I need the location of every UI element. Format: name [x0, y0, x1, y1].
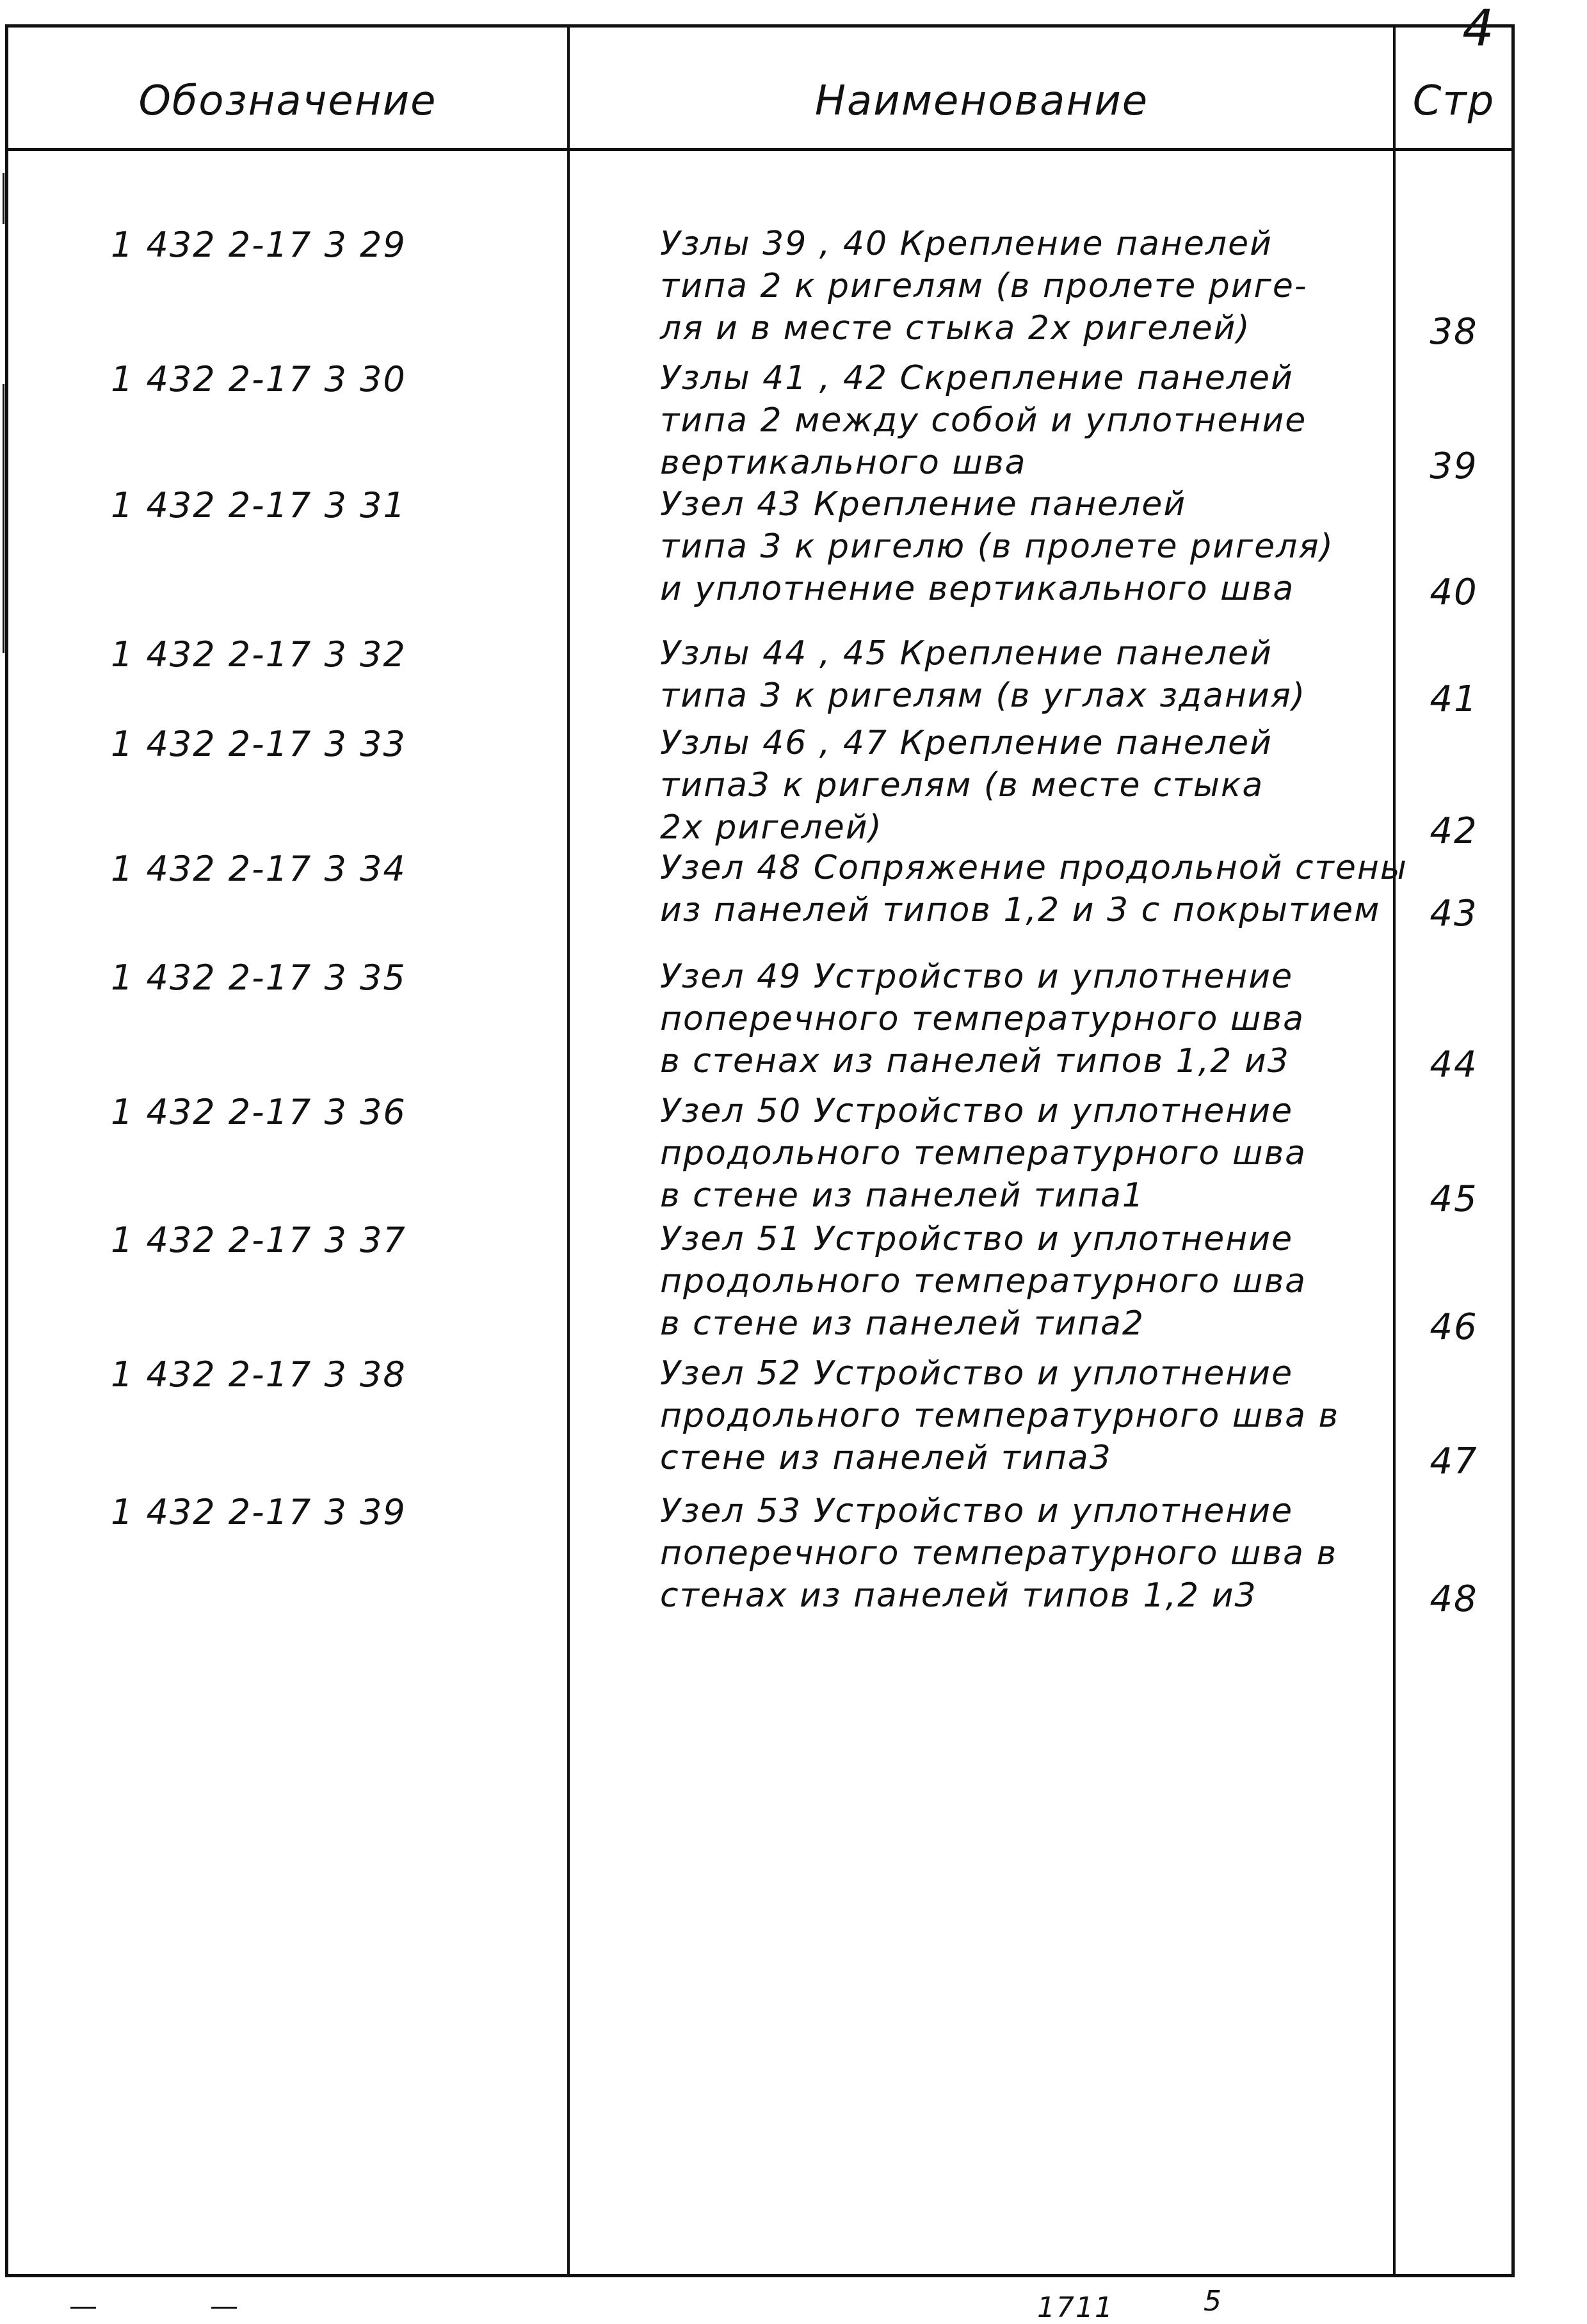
margin-mark: [3, 173, 4, 224]
row-name-line: стене из панелей типа3: [660, 1439, 1112, 1477]
table-row: [8, 483, 567, 630]
row-name-line: типа 3 к ригелям (в углах здания): [660, 677, 1307, 715]
header-page: Стр: [1412, 77, 1495, 125]
row-name-line: Узел 50 Устройство и уплотнение: [660, 1092, 1294, 1130]
row-name-line: типа 2 между собой и уплотнение: [660, 401, 1307, 440]
row-page: 38: [1430, 311, 1478, 353]
row-name-cell: [570, 223, 1393, 370]
row-designation: 1 432 2-17 3 36: [111, 1092, 407, 1132]
table-row: [8, 1218, 567, 1365]
row-name-cell: [570, 357, 1393, 504]
row-page-cell: [1396, 357, 1511, 504]
margin-mark: [3, 384, 4, 653]
row-name-cell: [570, 1490, 1393, 1637]
row-name-line: типа 3 к ригелю (в пролете ригеля): [660, 527, 1334, 566]
row-page: 44: [1430, 1044, 1478, 1086]
row-page: 46: [1430, 1306, 1478, 1348]
row-name-line: Узел 52 Устройство и уплотнение: [660, 1354, 1294, 1393]
row-name-line: Узел 43 Крепление панелей: [660, 485, 1187, 524]
row-designation: 1 432 2-17 3 32: [111, 634, 407, 675]
row-page: 48: [1430, 1578, 1478, 1620]
row-name-cell: [570, 1218, 1393, 1365]
row-page-cell: [1396, 223, 1511, 370]
table-row: [8, 1352, 567, 1500]
row-name-line: стенах из панелей типов 1,2 и3: [660, 1576, 1257, 1615]
footer-dash: [211, 2307, 237, 2309]
row-name-line: вертикального шва: [660, 444, 1027, 482]
row-page: 40: [1430, 572, 1478, 613]
row-page: 43: [1430, 893, 1478, 934]
row-name-line: продольного температурного шва: [660, 1262, 1307, 1301]
row-page-cell: [1396, 1090, 1511, 1237]
row-name-line: 2х ригелей): [660, 808, 883, 847]
row-name-line: продольного температурного шва: [660, 1134, 1307, 1173]
row-name-line: поперечного температурного шва в: [660, 1534, 1338, 1573]
row-designation: 1 432 2-17 3 34: [111, 849, 407, 889]
table-row: [8, 956, 567, 1103]
row-designation: 1 432 2-17 3 31: [111, 485, 407, 525]
table-row: [8, 223, 567, 370]
row-name-line: Узлы 39 , 40 Крепление панелей: [660, 225, 1273, 263]
row-name-cell: [570, 956, 1393, 1103]
row-name-line: в стенах из панелей типов 1,2 и3: [660, 1042, 1290, 1080]
table-row: [8, 1090, 567, 1237]
footer-dash: [70, 2307, 96, 2309]
row-name-cell: [570, 1352, 1393, 1500]
row-designation: 1 432 2-17 3 38: [111, 1354, 407, 1395]
row-page: 42: [1430, 810, 1478, 852]
contents-table: [5, 24, 1515, 2277]
row-name-cell: [570, 1090, 1393, 1237]
row-name-line: из панелей типов 1,2 и 3 с покрытием: [660, 891, 1381, 929]
row-name-line: Узел 53 Устройство и уплотнение: [660, 1492, 1294, 1530]
row-designation: 1 432 2-17 3 37: [111, 1220, 407, 1260]
table-row: [8, 1490, 567, 1637]
header-name: Наименование: [814, 77, 1149, 125]
row-name-line: Узлы 46 , 47 Крепление панелей: [660, 724, 1273, 762]
table-row: [8, 357, 567, 504]
row-name-cell: [570, 483, 1393, 630]
row-designation: 1 432 2-17 3 29: [111, 225, 407, 265]
column-divider-2: [1393, 28, 1396, 2274]
column-divider-1: [567, 28, 570, 2274]
row-designation: 1 432 2-17 3 30: [111, 359, 407, 399]
row-name-line: Узел 51 Устройство и уплотнение: [660, 1220, 1294, 1258]
row-name-line: поперечного температурного шва: [660, 1000, 1305, 1038]
row-name-line: Узлы 44 , 45 Крепление панелей: [660, 634, 1273, 673]
row-designation: 1 432 2-17 3 39: [111, 1492, 407, 1532]
row-name-line: и уплотнение вертикального шва: [660, 570, 1295, 608]
row-page: 41: [1430, 678, 1478, 720]
footer-number: 1711: [1037, 2291, 1114, 2324]
row-page-cell: [1396, 483, 1511, 630]
row-page-cell: [1396, 1352, 1511, 1500]
row-name-line: Узел 49 Устройство и уплотнение: [660, 958, 1294, 996]
row-name-line: Узлы 41 , 42 Скрепление панелей: [660, 359, 1294, 397]
row-page: 47: [1430, 1441, 1478, 1482]
row-name-line: в стене из панелей типа2: [660, 1304, 1145, 1343]
row-designation: 1 432 2-17 3 35: [111, 958, 407, 998]
header-designation: Обозначение: [138, 77, 437, 125]
sheet-number: 4: [1462, 0, 1495, 58]
footer-mark: 5: [1204, 2285, 1223, 2318]
row-name-line: типа 2 к ригелям (в пролете риге-: [660, 267, 1308, 305]
row-name-line: типа3 к ригелям (в месте стыка: [660, 766, 1264, 805]
row-name-line: Узел 48 Сопряжение продольной стены: [660, 849, 1408, 887]
row-designation: 1 432 2-17 3 33: [111, 724, 407, 764]
row-name-line: продольного температурного шва в: [660, 1397, 1340, 1435]
row-page: 39: [1430, 445, 1478, 487]
row-page-cell: [1396, 956, 1511, 1103]
row-name-line: в стене из панелей типа1: [660, 1176, 1145, 1215]
row-page-cell: [1396, 1490, 1511, 1637]
row-page-cell: [1396, 1218, 1511, 1365]
row-name-line: ля и в месте стыка 2х ригелей): [660, 309, 1251, 348]
row-page: 45: [1430, 1178, 1478, 1220]
